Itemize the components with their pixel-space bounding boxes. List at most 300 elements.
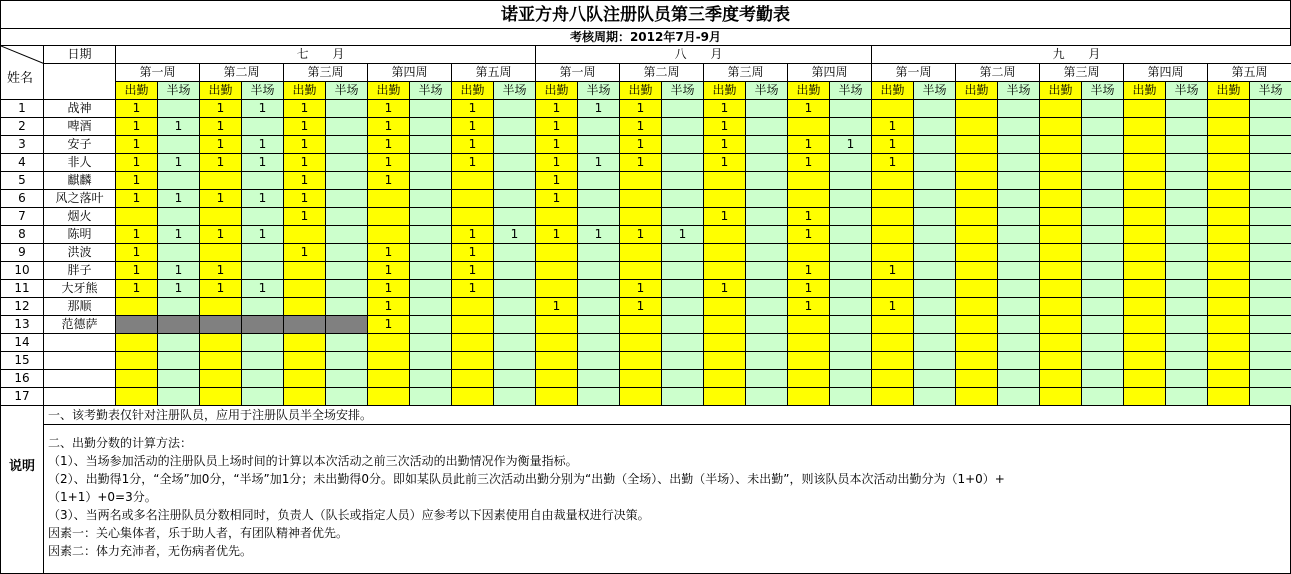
full-attendance-cell[interactable]: [620, 190, 662, 208]
full-attendance-cell[interactable]: 1: [788, 136, 830, 154]
full-attendance-cell[interactable]: [704, 172, 746, 190]
half-attendance-cell[interactable]: [326, 118, 368, 136]
full-attendance-cell[interactable]: 1: [200, 100, 242, 118]
half-attendance-cell[interactable]: [242, 388, 284, 406]
full-attendance-cell[interactable]: [1208, 262, 1250, 280]
half-attendance-cell[interactable]: [662, 316, 704, 334]
full-attendance-cell[interactable]: [1124, 370, 1166, 388]
half-attendance-cell[interactable]: [998, 316, 1040, 334]
half-attendance-cell[interactable]: [914, 280, 956, 298]
half-attendance-cell[interactable]: [830, 316, 872, 334]
half-attendance-cell[interactable]: [410, 280, 452, 298]
half-attendance-cell[interactable]: [410, 370, 452, 388]
full-attendance-cell[interactable]: 1: [368, 172, 410, 190]
half-attendance-cell[interactable]: [998, 154, 1040, 172]
full-attendance-cell[interactable]: 1: [704, 154, 746, 172]
full-attendance-cell[interactable]: [1040, 298, 1082, 316]
full-attendance-cell[interactable]: [704, 226, 746, 244]
half-attendance-cell[interactable]: [410, 208, 452, 226]
full-attendance-cell[interactable]: 1: [200, 136, 242, 154]
half-attendance-cell[interactable]: [998, 118, 1040, 136]
full-attendance-cell[interactable]: [872, 280, 914, 298]
full-attendance-cell[interactable]: [1124, 298, 1166, 316]
half-attendance-cell[interactable]: [1082, 280, 1124, 298]
full-attendance-cell[interactable]: 1: [368, 298, 410, 316]
full-attendance-cell[interactable]: 1: [536, 136, 578, 154]
half-attendance-cell[interactable]: [746, 100, 788, 118]
half-attendance-cell[interactable]: [158, 136, 200, 154]
full-attendance-cell[interactable]: [116, 370, 158, 388]
full-attendance-cell[interactable]: 1: [536, 172, 578, 190]
full-attendance-cell[interactable]: [1124, 226, 1166, 244]
half-attendance-cell[interactable]: [746, 226, 788, 244]
half-attendance-cell[interactable]: [746, 154, 788, 172]
full-attendance-cell[interactable]: [1040, 352, 1082, 370]
half-attendance-cell[interactable]: [494, 154, 536, 172]
full-attendance-cell[interactable]: [788, 244, 830, 262]
half-attendance-cell[interactable]: [494, 208, 536, 226]
half-attendance-cell[interactable]: [158, 172, 200, 190]
full-attendance-cell[interactable]: 1: [620, 280, 662, 298]
full-attendance-cell[interactable]: [956, 226, 998, 244]
half-attendance-cell[interactable]: [1082, 100, 1124, 118]
half-attendance-cell[interactable]: [1250, 316, 1291, 334]
full-attendance-cell[interactable]: [620, 370, 662, 388]
half-attendance-cell[interactable]: [578, 370, 620, 388]
full-attendance-cell[interactable]: 1: [116, 136, 158, 154]
half-attendance-cell[interactable]: [494, 388, 536, 406]
half-attendance-cell[interactable]: [914, 118, 956, 136]
full-attendance-cell[interactable]: [872, 244, 914, 262]
half-attendance-cell[interactable]: [578, 334, 620, 352]
full-attendance-cell[interactable]: [1040, 208, 1082, 226]
half-attendance-cell[interactable]: [998, 334, 1040, 352]
full-attendance-cell[interactable]: [1040, 172, 1082, 190]
full-attendance-cell[interactable]: [704, 370, 746, 388]
half-attendance-cell[interactable]: [830, 388, 872, 406]
half-attendance-cell[interactable]: [1082, 172, 1124, 190]
half-attendance-cell[interactable]: [494, 118, 536, 136]
half-attendance-cell[interactable]: 1: [158, 226, 200, 244]
full-attendance-cell[interactable]: 1: [452, 226, 494, 244]
half-attendance-cell[interactable]: [158, 370, 200, 388]
full-attendance-cell[interactable]: [788, 316, 830, 334]
full-attendance-cell[interactable]: 1: [284, 244, 326, 262]
half-attendance-cell[interactable]: 1: [494, 226, 536, 244]
full-attendance-cell[interactable]: [872, 208, 914, 226]
full-attendance-cell[interactable]: [956, 208, 998, 226]
full-attendance-cell[interactable]: [704, 388, 746, 406]
full-attendance-cell[interactable]: 1: [452, 244, 494, 262]
half-attendance-cell[interactable]: [494, 352, 536, 370]
half-attendance-cell[interactable]: [998, 262, 1040, 280]
half-attendance-cell[interactable]: [746, 280, 788, 298]
half-attendance-cell[interactable]: [494, 280, 536, 298]
full-attendance-cell[interactable]: [536, 352, 578, 370]
half-attendance-cell[interactable]: [830, 154, 872, 172]
full-attendance-cell[interactable]: [956, 262, 998, 280]
half-attendance-cell[interactable]: [1166, 226, 1208, 244]
half-attendance-cell[interactable]: [746, 334, 788, 352]
full-attendance-cell[interactable]: [788, 352, 830, 370]
half-attendance-cell[interactable]: [410, 298, 452, 316]
full-attendance-cell[interactable]: [1124, 100, 1166, 118]
full-attendance-cell[interactable]: [536, 208, 578, 226]
half-attendance-cell[interactable]: [1082, 370, 1124, 388]
half-attendance-cell[interactable]: [1166, 190, 1208, 208]
full-attendance-cell[interactable]: 1: [116, 172, 158, 190]
half-attendance-cell[interactable]: [1250, 136, 1291, 154]
full-attendance-cell[interactable]: [368, 352, 410, 370]
half-attendance-cell[interactable]: [746, 136, 788, 154]
half-attendance-cell[interactable]: [1250, 298, 1291, 316]
full-attendance-cell[interactable]: [956, 388, 998, 406]
half-attendance-cell[interactable]: [578, 172, 620, 190]
half-attendance-cell[interactable]: [326, 190, 368, 208]
half-attendance-cell[interactable]: [830, 334, 872, 352]
full-attendance-cell[interactable]: [284, 370, 326, 388]
full-attendance-cell[interactable]: [536, 316, 578, 334]
half-attendance-cell[interactable]: [746, 262, 788, 280]
full-attendance-cell[interactable]: [1208, 190, 1250, 208]
half-attendance-cell[interactable]: [242, 334, 284, 352]
half-attendance-cell[interactable]: 1: [578, 226, 620, 244]
full-attendance-cell[interactable]: [1124, 118, 1166, 136]
full-attendance-cell[interactable]: 1: [368, 136, 410, 154]
half-attendance-cell[interactable]: [242, 370, 284, 388]
full-attendance-cell[interactable]: [200, 172, 242, 190]
full-attendance-cell[interactable]: 1: [284, 136, 326, 154]
half-attendance-cell[interactable]: [830, 118, 872, 136]
full-attendance-cell[interactable]: 1: [620, 100, 662, 118]
half-attendance-cell[interactable]: [914, 208, 956, 226]
half-attendance-cell[interactable]: [998, 370, 1040, 388]
full-attendance-cell[interactable]: [1124, 262, 1166, 280]
half-attendance-cell[interactable]: [1250, 154, 1291, 172]
half-attendance-cell[interactable]: [662, 388, 704, 406]
half-attendance-cell[interactable]: [410, 100, 452, 118]
full-attendance-cell[interactable]: [116, 388, 158, 406]
half-attendance-cell[interactable]: [998, 226, 1040, 244]
half-attendance-cell[interactable]: 1: [662, 226, 704, 244]
half-attendance-cell[interactable]: [998, 352, 1040, 370]
full-attendance-cell[interactable]: [1124, 334, 1166, 352]
half-attendance-cell[interactable]: [242, 172, 284, 190]
half-attendance-cell[interactable]: [746, 208, 788, 226]
full-attendance-cell[interactable]: [200, 316, 242, 334]
full-attendance-cell[interactable]: [1208, 154, 1250, 172]
full-attendance-cell[interactable]: [284, 226, 326, 244]
half-attendance-cell[interactable]: [914, 316, 956, 334]
half-attendance-cell[interactable]: [158, 388, 200, 406]
half-attendance-cell[interactable]: [662, 100, 704, 118]
half-attendance-cell[interactable]: [326, 280, 368, 298]
full-attendance-cell[interactable]: [620, 334, 662, 352]
full-attendance-cell[interactable]: 1: [116, 226, 158, 244]
full-attendance-cell[interactable]: [1208, 172, 1250, 190]
full-attendance-cell[interactable]: 1: [620, 226, 662, 244]
half-attendance-cell[interactable]: [1082, 334, 1124, 352]
half-attendance-cell[interactable]: [998, 190, 1040, 208]
half-attendance-cell[interactable]: [1166, 100, 1208, 118]
full-attendance-cell[interactable]: 1: [788, 100, 830, 118]
half-attendance-cell[interactable]: [1082, 208, 1124, 226]
full-attendance-cell[interactable]: [116, 208, 158, 226]
full-attendance-cell[interactable]: [1124, 352, 1166, 370]
half-attendance-cell[interactable]: [242, 208, 284, 226]
full-attendance-cell[interactable]: [1208, 244, 1250, 262]
half-attendance-cell[interactable]: [1166, 118, 1208, 136]
full-attendance-cell[interactable]: 1: [116, 262, 158, 280]
half-attendance-cell[interactable]: [410, 118, 452, 136]
half-attendance-cell[interactable]: [830, 280, 872, 298]
full-attendance-cell[interactable]: 1: [536, 298, 578, 316]
full-attendance-cell[interactable]: [452, 352, 494, 370]
full-attendance-cell[interactable]: [200, 370, 242, 388]
half-attendance-cell[interactable]: [578, 190, 620, 208]
full-attendance-cell[interactable]: [1124, 280, 1166, 298]
full-attendance-cell[interactable]: 1: [284, 100, 326, 118]
half-attendance-cell[interactable]: [1250, 334, 1291, 352]
half-attendance-cell[interactable]: [494, 190, 536, 208]
full-attendance-cell[interactable]: [1124, 190, 1166, 208]
half-attendance-cell[interactable]: [578, 352, 620, 370]
full-attendance-cell[interactable]: [1124, 172, 1166, 190]
half-attendance-cell[interactable]: [662, 208, 704, 226]
full-attendance-cell[interactable]: [116, 334, 158, 352]
full-attendance-cell[interactable]: 1: [368, 154, 410, 172]
half-attendance-cell[interactable]: [830, 370, 872, 388]
full-attendance-cell[interactable]: [956, 136, 998, 154]
half-attendance-cell[interactable]: [1082, 226, 1124, 244]
half-attendance-cell[interactable]: [746, 190, 788, 208]
half-attendance-cell[interactable]: [494, 262, 536, 280]
full-attendance-cell[interactable]: 1: [872, 262, 914, 280]
half-attendance-cell[interactable]: [158, 334, 200, 352]
full-attendance-cell[interactable]: 1: [368, 262, 410, 280]
half-attendance-cell[interactable]: [326, 154, 368, 172]
full-attendance-cell[interactable]: [452, 334, 494, 352]
half-attendance-cell[interactable]: [1250, 118, 1291, 136]
full-attendance-cell[interactable]: [1208, 136, 1250, 154]
full-attendance-cell[interactable]: [116, 316, 158, 334]
full-attendance-cell[interactable]: 1: [284, 172, 326, 190]
half-attendance-cell[interactable]: [662, 280, 704, 298]
half-attendance-cell[interactable]: [914, 100, 956, 118]
full-attendance-cell[interactable]: 1: [452, 136, 494, 154]
full-attendance-cell[interactable]: [1040, 388, 1082, 406]
full-attendance-cell[interactable]: [284, 388, 326, 406]
half-attendance-cell[interactable]: [326, 172, 368, 190]
full-attendance-cell[interactable]: [620, 316, 662, 334]
full-attendance-cell[interactable]: [1208, 280, 1250, 298]
half-attendance-cell[interactable]: [662, 298, 704, 316]
full-attendance-cell[interactable]: 1: [704, 136, 746, 154]
full-attendance-cell[interactable]: 1: [536, 190, 578, 208]
full-attendance-cell[interactable]: [536, 244, 578, 262]
full-attendance-cell[interactable]: [1124, 136, 1166, 154]
half-attendance-cell[interactable]: [914, 262, 956, 280]
half-attendance-cell[interactable]: [998, 208, 1040, 226]
half-attendance-cell[interactable]: [494, 100, 536, 118]
half-attendance-cell[interactable]: [494, 370, 536, 388]
full-attendance-cell[interactable]: [452, 208, 494, 226]
full-attendance-cell[interactable]: [788, 172, 830, 190]
full-attendance-cell[interactable]: 1: [368, 316, 410, 334]
full-attendance-cell[interactable]: [788, 388, 830, 406]
full-attendance-cell[interactable]: [1040, 244, 1082, 262]
half-attendance-cell[interactable]: [326, 208, 368, 226]
full-attendance-cell[interactable]: 1: [284, 118, 326, 136]
full-attendance-cell[interactable]: [620, 208, 662, 226]
half-attendance-cell[interactable]: [1166, 280, 1208, 298]
half-attendance-cell[interactable]: [746, 298, 788, 316]
full-attendance-cell[interactable]: 1: [788, 154, 830, 172]
full-attendance-cell[interactable]: [200, 334, 242, 352]
full-attendance-cell[interactable]: [620, 262, 662, 280]
half-attendance-cell[interactable]: [1082, 262, 1124, 280]
full-attendance-cell[interactable]: [1124, 316, 1166, 334]
full-attendance-cell[interactable]: 1: [284, 154, 326, 172]
full-attendance-cell[interactable]: 1: [116, 190, 158, 208]
full-attendance-cell[interactable]: 1: [872, 298, 914, 316]
full-attendance-cell[interactable]: 1: [872, 136, 914, 154]
full-attendance-cell[interactable]: 1: [200, 118, 242, 136]
half-attendance-cell[interactable]: [1250, 262, 1291, 280]
full-attendance-cell[interactable]: [872, 352, 914, 370]
half-attendance-cell[interactable]: [410, 154, 452, 172]
half-attendance-cell[interactable]: [914, 154, 956, 172]
full-attendance-cell[interactable]: 1: [452, 118, 494, 136]
half-attendance-cell[interactable]: [998, 172, 1040, 190]
full-attendance-cell[interactable]: [452, 190, 494, 208]
full-attendance-cell[interactable]: [620, 388, 662, 406]
half-attendance-cell[interactable]: [494, 244, 536, 262]
half-attendance-cell[interactable]: 1: [578, 100, 620, 118]
half-attendance-cell[interactable]: [1250, 244, 1291, 262]
half-attendance-cell[interactable]: [1082, 136, 1124, 154]
half-attendance-cell[interactable]: [578, 316, 620, 334]
half-attendance-cell[interactable]: [494, 136, 536, 154]
half-attendance-cell[interactable]: [410, 352, 452, 370]
full-attendance-cell[interactable]: [872, 388, 914, 406]
half-attendance-cell[interactable]: [326, 262, 368, 280]
full-attendance-cell[interactable]: 1: [116, 280, 158, 298]
full-attendance-cell[interactable]: 1: [200, 262, 242, 280]
half-attendance-cell[interactable]: [914, 226, 956, 244]
full-attendance-cell[interactable]: [284, 316, 326, 334]
half-attendance-cell[interactable]: [578, 388, 620, 406]
full-attendance-cell[interactable]: 1: [536, 226, 578, 244]
full-attendance-cell[interactable]: [1124, 244, 1166, 262]
half-attendance-cell[interactable]: [410, 244, 452, 262]
full-attendance-cell[interactable]: [1124, 388, 1166, 406]
full-attendance-cell[interactable]: 1: [200, 226, 242, 244]
half-attendance-cell[interactable]: 1: [242, 280, 284, 298]
half-attendance-cell[interactable]: [746, 172, 788, 190]
full-attendance-cell[interactable]: 1: [788, 280, 830, 298]
full-attendance-cell[interactable]: [788, 370, 830, 388]
full-attendance-cell[interactable]: [1208, 316, 1250, 334]
half-attendance-cell[interactable]: [242, 298, 284, 316]
half-attendance-cell[interactable]: [1166, 298, 1208, 316]
full-attendance-cell[interactable]: 1: [116, 118, 158, 136]
half-attendance-cell[interactable]: [998, 388, 1040, 406]
half-attendance-cell[interactable]: [1166, 136, 1208, 154]
half-attendance-cell[interactable]: 1: [242, 100, 284, 118]
half-attendance-cell[interactable]: [1250, 190, 1291, 208]
full-attendance-cell[interactable]: [452, 370, 494, 388]
half-attendance-cell[interactable]: [746, 316, 788, 334]
full-attendance-cell[interactable]: [620, 352, 662, 370]
half-attendance-cell[interactable]: [242, 244, 284, 262]
full-attendance-cell[interactable]: 1: [620, 118, 662, 136]
half-attendance-cell[interactable]: [662, 334, 704, 352]
full-attendance-cell[interactable]: [284, 352, 326, 370]
half-attendance-cell[interactable]: [746, 244, 788, 262]
half-attendance-cell[interactable]: [326, 316, 368, 334]
half-attendance-cell[interactable]: [326, 226, 368, 244]
full-attendance-cell[interactable]: 1: [536, 118, 578, 136]
half-attendance-cell[interactable]: [830, 244, 872, 262]
full-attendance-cell[interactable]: 1: [368, 244, 410, 262]
half-attendance-cell[interactable]: [1166, 154, 1208, 172]
half-attendance-cell[interactable]: [326, 388, 368, 406]
half-attendance-cell[interactable]: [1082, 316, 1124, 334]
full-attendance-cell[interactable]: 1: [368, 280, 410, 298]
full-attendance-cell[interactable]: [1040, 280, 1082, 298]
half-attendance-cell[interactable]: [662, 262, 704, 280]
full-attendance-cell[interactable]: 1: [620, 154, 662, 172]
half-attendance-cell[interactable]: 1: [242, 226, 284, 244]
full-attendance-cell[interactable]: [1040, 190, 1082, 208]
full-attendance-cell[interactable]: 1: [452, 100, 494, 118]
full-attendance-cell[interactable]: [872, 370, 914, 388]
half-attendance-cell[interactable]: [830, 100, 872, 118]
full-attendance-cell[interactable]: [872, 316, 914, 334]
full-attendance-cell[interactable]: [200, 352, 242, 370]
half-attendance-cell[interactable]: [158, 100, 200, 118]
half-attendance-cell[interactable]: [1082, 352, 1124, 370]
half-attendance-cell[interactable]: [914, 334, 956, 352]
full-attendance-cell[interactable]: [368, 370, 410, 388]
full-attendance-cell[interactable]: [620, 244, 662, 262]
full-attendance-cell[interactable]: [536, 280, 578, 298]
full-attendance-cell[interactable]: [200, 388, 242, 406]
half-attendance-cell[interactable]: [578, 262, 620, 280]
full-attendance-cell[interactable]: [1040, 226, 1082, 244]
full-attendance-cell[interactable]: 1: [200, 154, 242, 172]
full-attendance-cell[interactable]: [788, 334, 830, 352]
half-attendance-cell[interactable]: [1082, 118, 1124, 136]
half-attendance-cell[interactable]: [1082, 298, 1124, 316]
half-attendance-cell[interactable]: [1166, 388, 1208, 406]
half-attendance-cell[interactable]: [410, 262, 452, 280]
full-attendance-cell[interactable]: 1: [536, 100, 578, 118]
half-attendance-cell[interactable]: 1: [158, 190, 200, 208]
full-attendance-cell[interactable]: [200, 244, 242, 262]
half-attendance-cell[interactable]: [662, 154, 704, 172]
half-attendance-cell[interactable]: [1250, 280, 1291, 298]
full-attendance-cell[interactable]: 1: [704, 280, 746, 298]
full-attendance-cell[interactable]: [284, 334, 326, 352]
half-attendance-cell[interactable]: 1: [242, 190, 284, 208]
full-attendance-cell[interactable]: [1040, 334, 1082, 352]
half-attendance-cell[interactable]: [830, 262, 872, 280]
half-attendance-cell[interactable]: [158, 352, 200, 370]
half-attendance-cell[interactable]: [746, 118, 788, 136]
full-attendance-cell[interactable]: 1: [452, 262, 494, 280]
